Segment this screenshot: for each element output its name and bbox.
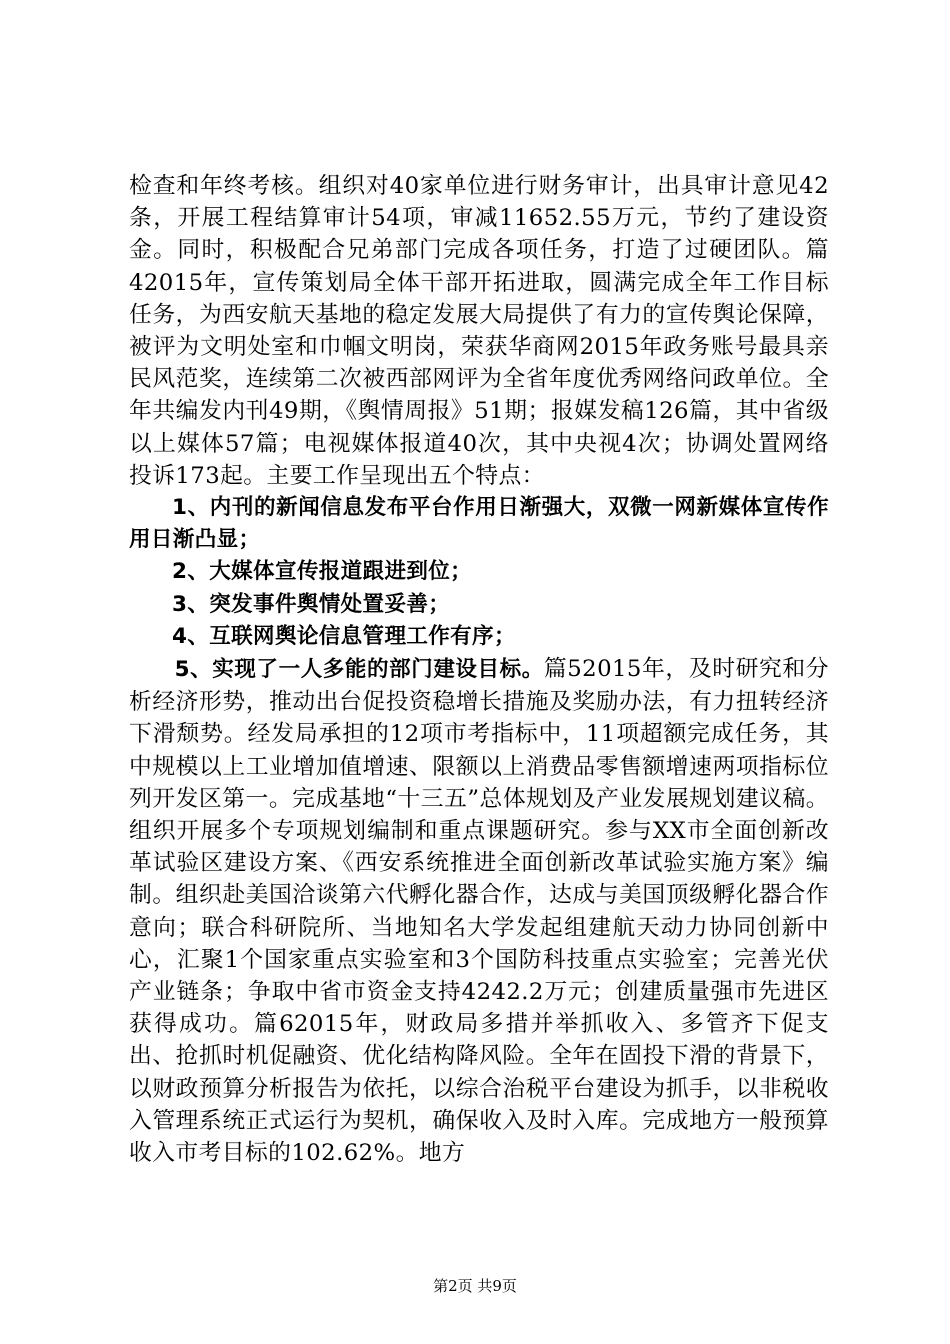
list-item: 2、大媒体宣传报道跟进到位；	[172, 559, 473, 585]
list-item: 4、互联网舆论信息管理工作有序；	[172, 623, 516, 649]
list-item-5-text: 篇52015年，及时研究和分析经济形势，推动出台促投资稳增长措施及奖励办法，有力扭转经济下滑颓势。经发局承担的12项市考指标中，11项超额完成任务，其中规模以上工业增加值增速、限额以上消费品零售额增速两项指标位列开发区第一。完成基地“十三五”总体规划及产业发展规划建议稿。组织开展多个专项规划编制和重点课题研究。参与XX市全面创新改革试验区建设方案、《西安系统推进全面创新改革试验实施方案》编制。组织赴美国洽谈第六代孵化器合作，达成与美国顶级孵化器合作意向；联合科研院所、当地知名大学发起组建航天动力协同创新中心，汇聚1个国家重点实验室和3个国防科技重点实验室；完善光伏产业链条；争取中省市资金支持4242.2万元；创建质量强市先进区获得成功。篇62015年，财政局多措并举抓收入、多管齐下促支出、抢抓时机促融资、优化结构降风险。全年在固投下滑的背景下，以财政预算分析报告为依托，以综合治税平台建设为抓手，以非税收入管理系统正式运行为契机，确保收入及时入库。完成地方一般预算收入市考目标的102.62%。地方	[129, 656, 830, 1167]
list-item-5-heading: 5、实现了一人多能的部门建设目标。	[174, 657, 544, 683]
document-body	[129, 170, 829, 1169]
list-item-5	[129, 653, 829, 1169]
page-footer: 第2页 共9页	[433, 1277, 517, 1295]
paragraph: 检查和年终考核。组织对40家单位进行财务审计，出具审计意见42条，开展工程结算审计54项，审减11652.55万元，节约了建设资金。同时，积极配合兄弟部门完成各项任务，打造了过硬团队。篇42015年，宣传策划局全体干部开拓进取，圆满完成全年工作目标任务，为西安航天基地的稳定发展大局提供了有力的宣传舆论保障，被评为文明处室和巾帼文明岗，荣获华商网2015年政务账号最具亲民风范奖，连续第二次被西部网评为全省年度优秀网络问政单位。全年共编发内刊49期，《舆情周报》51期；报媒发稿126篇，其中省级以上媒体57篇；电视媒体报道40次，其中央视4次；协调处置网络投诉173起。主要工作呈现出五个特点：	[129, 173, 829, 489]
list-item: 1、内刊的新闻信息发布平台作用日渐强大，双微一网新媒体宣传作用日渐凸显；	[129, 495, 829, 553]
list-item: 3、突发事件舆情处置妥善；	[172, 591, 451, 617]
